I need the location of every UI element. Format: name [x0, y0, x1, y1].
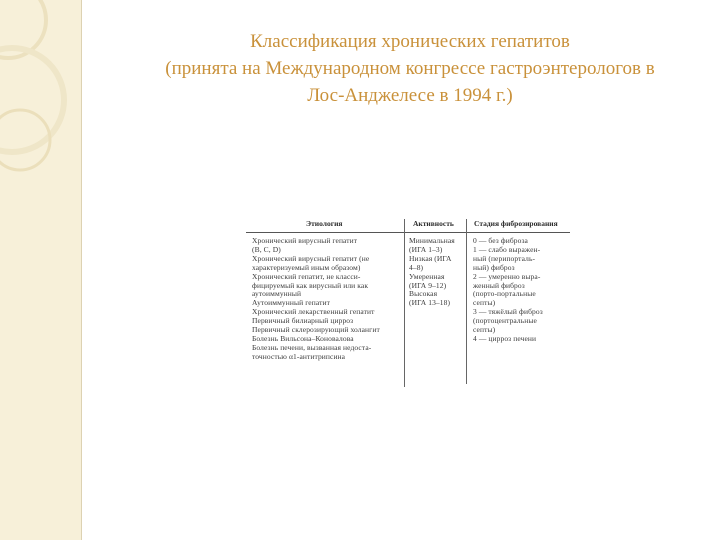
fibrosis-line: 3 — тяжёлый фиброз: [473, 307, 543, 317]
fibrosis-line: 1 — слабо выражен-: [473, 244, 541, 254]
activity-line: Высокая: [409, 289, 438, 299]
activity-line: Умеренная: [409, 271, 445, 281]
etiology-line: Хронический лекарственный гепатит: [252, 307, 375, 317]
title-line-3: Лос-Анджелесе в 1994 г.): [307, 85, 513, 106]
side-decoration-band: [0, 0, 82, 540]
fibrosis-line: 0 — без фиброза: [473, 236, 528, 245]
column-divider-2: [466, 219, 467, 384]
slide-title: [110, 28, 710, 109]
etiology-line: аутоиммунный: [252, 289, 302, 299]
fibrosis-line: септы): [473, 298, 496, 308]
header-activity: Активность: [413, 219, 454, 228]
etiology-line: точностью α1-антитрипсина: [252, 351, 346, 361]
etiology-line: Болезнь Вильсона–Коновалова: [252, 333, 354, 343]
title-line-2: (принята на Международном конгрессе гастроэнтерологов в: [165, 58, 655, 79]
activity-line: Минимальная: [409, 236, 455, 245]
fibrosis-line: (порто-портальные: [473, 289, 536, 299]
fibrosis-line: 2 — умеренно выра-: [473, 271, 541, 281]
etiology-line: характеризуемый иным образом): [252, 262, 361, 272]
etiology-line: Первичный билиарный цирроз: [252, 316, 354, 326]
fibrosis-line: ный) фиброз: [473, 262, 515, 272]
column-divider-1: [404, 219, 405, 387]
etiology-line: Хронический гепатит, не класси-: [252, 271, 361, 281]
etiology-column: [252, 237, 380, 362]
etiology-line: (B, C, D): [252, 244, 281, 254]
header-etiology: Этиология: [306, 219, 343, 228]
fibrosis-line: женный фиброз: [473, 280, 525, 290]
decorative-circles: [0, 0, 82, 200]
fibrosis-line: ный (перипорталь-: [473, 253, 536, 263]
etiology-line: Первичный склерозирующий холангит: [252, 325, 380, 335]
fibrosis-line: (портоцентральные: [473, 316, 537, 326]
activity-line: Низкая (ИГА: [409, 253, 452, 263]
etiology-line: Хронический вирусный гепатит: [252, 236, 358, 245]
activity-line: (ИГА 1–3): [409, 244, 443, 254]
fibrosis-line: 4 — цирроз печени: [473, 333, 537, 343]
etiology-line: Аутоиммунный гепатит: [252, 298, 330, 308]
etiology-line: Болезнь печени, вызванная недоста-: [252, 342, 372, 352]
etiology-line: Хронический вирусный гепатит (не: [252, 253, 370, 263]
title-line-1: Классификация хронических гепатитов: [250, 31, 570, 52]
header-fibrosis: Стадия фиброзирования: [474, 219, 558, 228]
activity-line: (ИГА 13–18): [409, 298, 451, 308]
activity-line: 4–8): [409, 262, 424, 272]
header-rule: [246, 232, 570, 233]
fibrosis-column: [473, 237, 543, 344]
classification-table: [246, 219, 572, 389]
activity-line: (ИГА 9–12): [409, 280, 447, 290]
etiology-line: фицируемый как вирусный или как: [252, 280, 369, 290]
activity-column: [409, 237, 455, 308]
fibrosis-line: септы): [473, 325, 496, 335]
